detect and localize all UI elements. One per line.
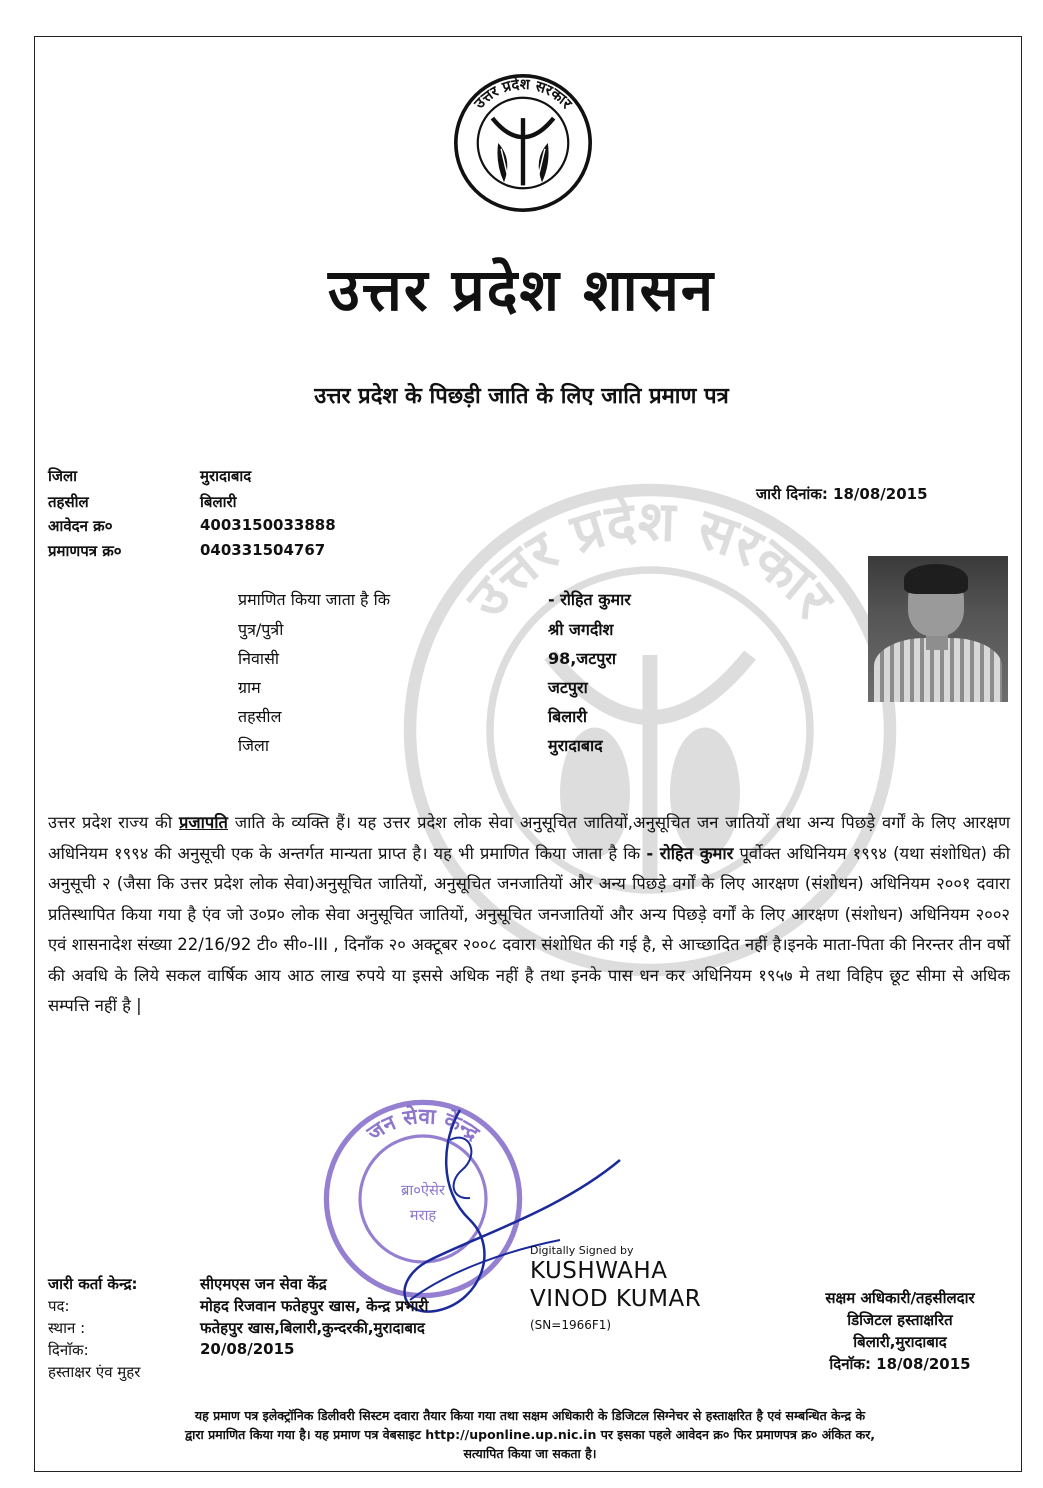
body-applicant-name: - रोहित कुमार xyxy=(646,843,734,863)
issuer-date-value: 20/08/2015 xyxy=(200,1340,295,1358)
up-government-emblem-icon xyxy=(450,70,596,216)
digital-signature-serial: (SN=1966F1) xyxy=(530,1318,612,1332)
meta-application-no-value: 4003150033888 xyxy=(200,516,336,534)
issuer-post-label: पद: xyxy=(48,1297,70,1315)
photo-hair xyxy=(904,564,968,594)
svg-text:उत्तर प्रदेश सरकार xyxy=(470,75,575,113)
meta-certificate-no-value: 040331504767 xyxy=(200,541,326,559)
district-label: जिला xyxy=(238,736,270,755)
parent-label: पुत्र/पुत्री xyxy=(238,620,284,639)
digital-signer-name-line-1: KUSHWAHA xyxy=(530,1258,668,1284)
stamp-center-text-1: ब्रा०ऐसेर xyxy=(401,1181,445,1199)
certified-name-value: - रोहित कुमार xyxy=(548,590,631,609)
officer-designation: सक्षम अधिकारी/तहसीलदार xyxy=(825,1289,975,1307)
meta-certificate-no-label: प्रमाणपत्र क्र० xyxy=(48,542,122,560)
caste-name: प्रजापति xyxy=(179,813,228,832)
digital-signature-caption: Digitally Signed by xyxy=(530,1244,634,1257)
meta-district-label: जिला xyxy=(48,467,78,485)
page-title: उत्तर प्रदेश शासन xyxy=(327,256,716,324)
village-label: ग्राम xyxy=(238,678,261,697)
footer-line-2: द्वारा प्रमाणित किया गया है। यह प्रमाण पत्र वेबसाइट http://uponline.up.nic.in पर इसका पहले आवेदन क्र० फिर प्रमाणपत्र क्र० अंकित कर, xyxy=(184,1427,876,1442)
svg-text:उत्तर प्रदेश सरकार xyxy=(453,489,848,632)
issuer-place-label: स्थान : xyxy=(48,1319,86,1337)
footer-line-1: यह प्रमाण पत्र इलेक्ट्रॉनिक डिलीवरी सिस्टम दवारा तैयार किया गया तथा सक्षम अधिकारी के डिजिटल सिग्नेचर से हस्ताक्षरित है एवं सम्बन्धित केन्द्र के xyxy=(194,1408,866,1423)
verification-footer xyxy=(50,1406,1010,1463)
stamp-center-text-2: मराह xyxy=(409,1207,437,1224)
tehsil-value: बिलारी xyxy=(548,707,587,726)
footer-line-3: सत्यापित किया जा सकता है। xyxy=(463,1446,597,1461)
officer-location: बिलारी,मुरादाबाद xyxy=(853,1333,947,1351)
meta-district-value: मुरादाबाद xyxy=(200,467,252,485)
meta-tehsil-label: तहसील xyxy=(48,493,89,511)
body-part-1: उत्तर प्रदेश राज्य की xyxy=(48,813,179,832)
officer-date: दिनाॅक: 18/08/2015 xyxy=(829,1355,971,1373)
applicant-photo xyxy=(868,556,1008,702)
body-part-3: पूर्वोक्त अधिनियम १९९४ (यथा संशोधित) की अनुसूची २ (जैसा कि उत्तर प्रदेश लोक सेवा)अनुसूचित जातियों, अनुसूचित जनजातियों और अन्य पिछड़े वर्गों के लिए आरक्षण (संशोधन) अधिनियम २००१ दवारा प्रतिस्थापित किया गया है एंव जो उ०प्र० लोक सेवा अनुसूचित जातियों, अनुसूचित जनजातियों और अन्य पिछड़े वर्गों के लिए आरक्षण (संशोधन) अधिनियम २००२ एवं शासनादेश संख्या 22/16/92 टी० सी०-III , दिनाँक २० अक्टूबर २००८ दवारा संशोधित की गई है, से आच्छादित नहीं है।इनके माता-पिता की निरन्तर तीन वर्षो की अवधि के लिये सकल वार्षिक आय आठ लाख रुपये या इससे अधिक नहीं है तथा इनके पास धन कर अधिनियम १९५७ मे तथा विहिप छूट सीमा से अधिक सम्पत्ति नहीं है | xyxy=(48,843,1010,1015)
resident-value: 98,जटपुरा xyxy=(548,649,617,668)
issue-date: जारी दिनांक: 18/08/2015 xyxy=(756,485,928,503)
body-part-2: जाति के व्यक्ति हैं। यह उत्तर प्रदेश लोक सेवा अनुसूचित जातियों,अनुसूचित जन जातियों तथा अन्य पिछड़े वर्गों के लिए आरक्षण अधिनियम १९९४ की अनुसूची एक के अन्तर्गत मान्यता प्राप्त है। यह भी प्रमाणित किया जाता है कि xyxy=(48,813,1010,863)
village-value: जटपुरा xyxy=(548,678,588,697)
issuer-sign-seal-label: हस्ताक्षर एंव मुहर xyxy=(48,1363,141,1381)
district-value: मुरादाबाद xyxy=(548,736,603,755)
stamp-ring-text: जन सेवा केन्द्र xyxy=(362,1104,484,1146)
certificate-body xyxy=(48,808,1010,1022)
digital-signer-name-line-2: VINOD KUMAR xyxy=(530,1286,702,1312)
issuer-date-label: दिनाॅक: xyxy=(48,1341,89,1359)
certificate-subtitle: उत्तर प्रदेश के पिछड़ी जाति के लिए जाति प्रमाण पत्र xyxy=(314,384,729,409)
issuer-place-value: फतेहपुर खास,बिलारी,कुन्दरकी,मुरादाबाद xyxy=(200,1319,425,1337)
issuer-center-label: जारी कर्ता केन्द्र: xyxy=(48,1275,138,1293)
meta-application-no-label: आवेदन क्र० xyxy=(48,517,113,535)
issuer-center-value: सीएमएस जन सेवा केंद्र xyxy=(200,1275,327,1293)
resident-label: निवासी xyxy=(238,649,280,668)
officer-digital-signed: डिजिटल हस्ताक्षरित xyxy=(847,1311,953,1329)
issuer-post-value: मोहद रिजवान फतेहपुर खास, केन्द्र प्रभारी xyxy=(200,1297,429,1315)
emblem-text: उत्तर प्रदेश सरकार xyxy=(471,75,576,113)
certified-label: प्रमाणित किया जाता है कि xyxy=(238,590,391,609)
meta-tehsil-value: बिलारी xyxy=(200,493,237,511)
watermark-text: उत्तर प्रदेश सरकार xyxy=(454,488,847,630)
parent-value: श्री जगदीश xyxy=(548,620,614,639)
tehsil-label: तहसील xyxy=(238,707,282,726)
